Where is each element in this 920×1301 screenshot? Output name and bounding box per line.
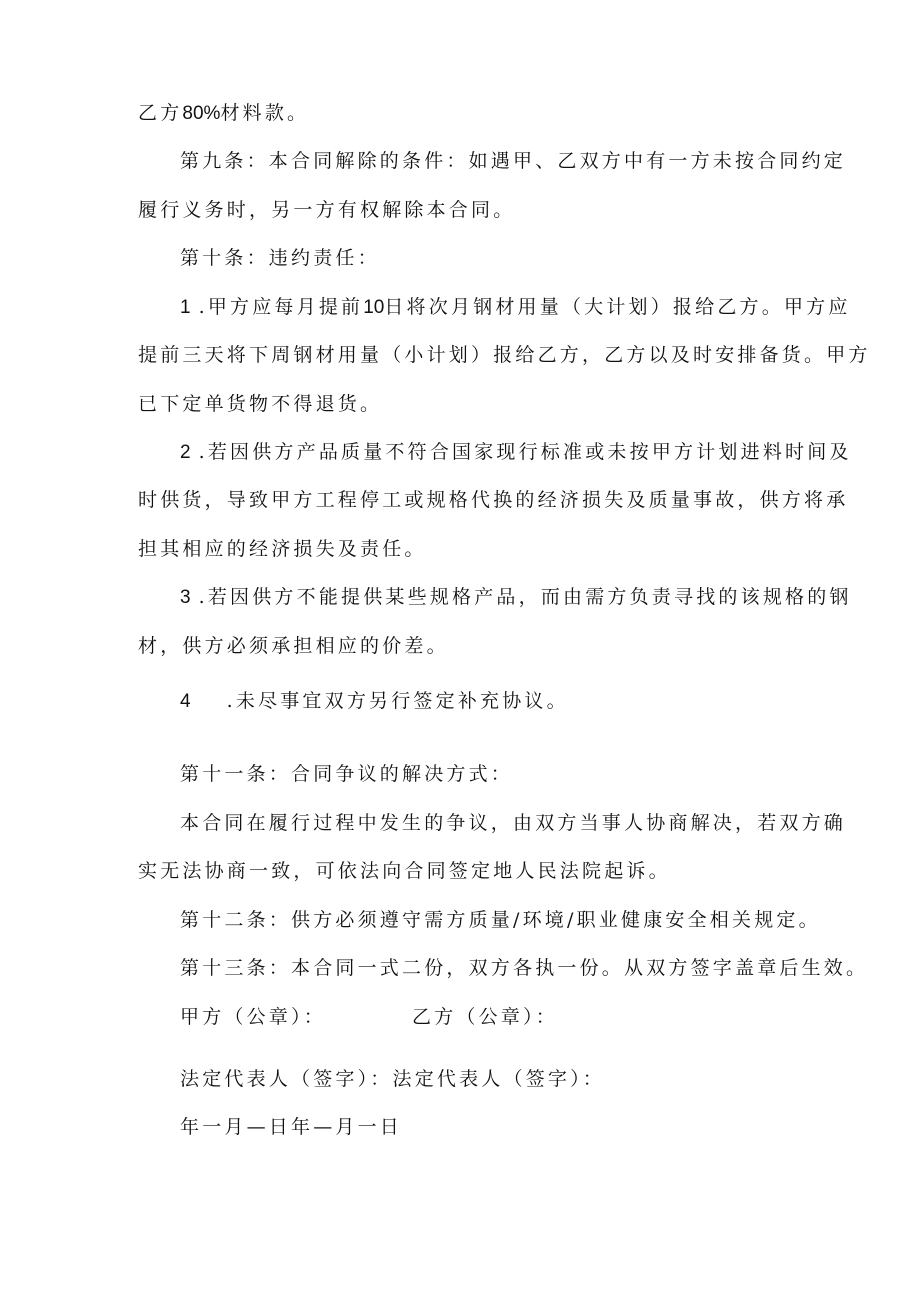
article-11-line-1: 本合同在履行过程中发生的争议，由双方当事人协商解决，若双方确 xyxy=(180,812,847,834)
article-10-item-2-line-3: 担其相应的经济损失及责任。 xyxy=(138,538,427,560)
article-13: 第十三条：本合同一式二份，双方各执一份。从双方签字盖章后生效。 xyxy=(180,957,869,979)
paragraph-tail-suffix: 材料款。 xyxy=(220,102,310,124)
article-10-item-2-line-1 xyxy=(180,439,852,466)
article-10-item-3-line-2: 材，供方必须承担相应的价差。 xyxy=(138,635,449,657)
item-1-prefix: .甲方应每月提前 xyxy=(198,296,364,318)
item-3-number: 3 xyxy=(180,587,191,608)
paragraph-tail-prefix: 乙方 xyxy=(138,102,183,124)
article-9-line-1: 第九条：本合同解除的条件：如遇甲、乙双方中有一方未按合同约定 xyxy=(180,150,847,172)
article-10-item-4 xyxy=(180,688,569,715)
item-2-number: 2 xyxy=(180,442,191,463)
article-11-line-2: 实无法协商一致，可依法向合同签定地人民法院起诉。 xyxy=(138,860,671,882)
article-10-title: 第十条：违约责任： xyxy=(180,247,380,269)
party-b-seal-label: 乙方（公章）： xyxy=(412,1006,558,1028)
article-10-item-1-line-3: 已下定单货物不得退货。 xyxy=(138,393,383,415)
article-10-item-2-line-2: 时供货，导致甲方工程停工或规格代换的经济损失及质量事故，供方将承 xyxy=(138,489,849,511)
item-4-text: .未尽事宜双方另行签定补充协议。 xyxy=(226,690,569,712)
paragraph-tail-line xyxy=(138,100,309,127)
article-9-line-2: 履行义务时，另一方有权解除本合同。 xyxy=(138,199,516,221)
article-11-title: 第十一条：合同争议的解决方式： xyxy=(180,763,514,785)
article-10-item-1-line-2: 提前三天将下周钢材用量（小计划）报给乙方，乙方以及时安排备货。甲方 xyxy=(138,344,871,366)
item-3-text: .若因供方不能提供某些规格产品，而由需方负责寻找的该规格的钢 xyxy=(198,586,852,608)
article-10-item-1-line-1 xyxy=(180,294,851,321)
party-a-seal-label: 甲方（公章）： xyxy=(180,1006,326,1028)
article-12: 第十二条：供方必须遵守需方质量/环境/职业健康安全相关规定。 xyxy=(180,909,821,931)
paragraph-tail-percent: 80% xyxy=(182,103,221,124)
signature-dates-line: 年一月—日年—月一日 xyxy=(180,1116,403,1138)
item-4-number: 4 xyxy=(180,691,191,712)
representatives-signature-line: 法定代表人（签字）：法定代表人（签字）： xyxy=(180,1068,606,1090)
item-1-days: 10 xyxy=(363,297,385,318)
item-1-number: 1 xyxy=(180,297,191,318)
item-2-text: .若因供方产品质量不符合国家现行标准或未按甲方计划进料时间及 xyxy=(198,441,852,463)
item-1-rest: 日将次月钢材用量（大计划）报给乙方。甲方应 xyxy=(384,296,851,318)
article-10-item-3-line-1 xyxy=(180,584,852,611)
